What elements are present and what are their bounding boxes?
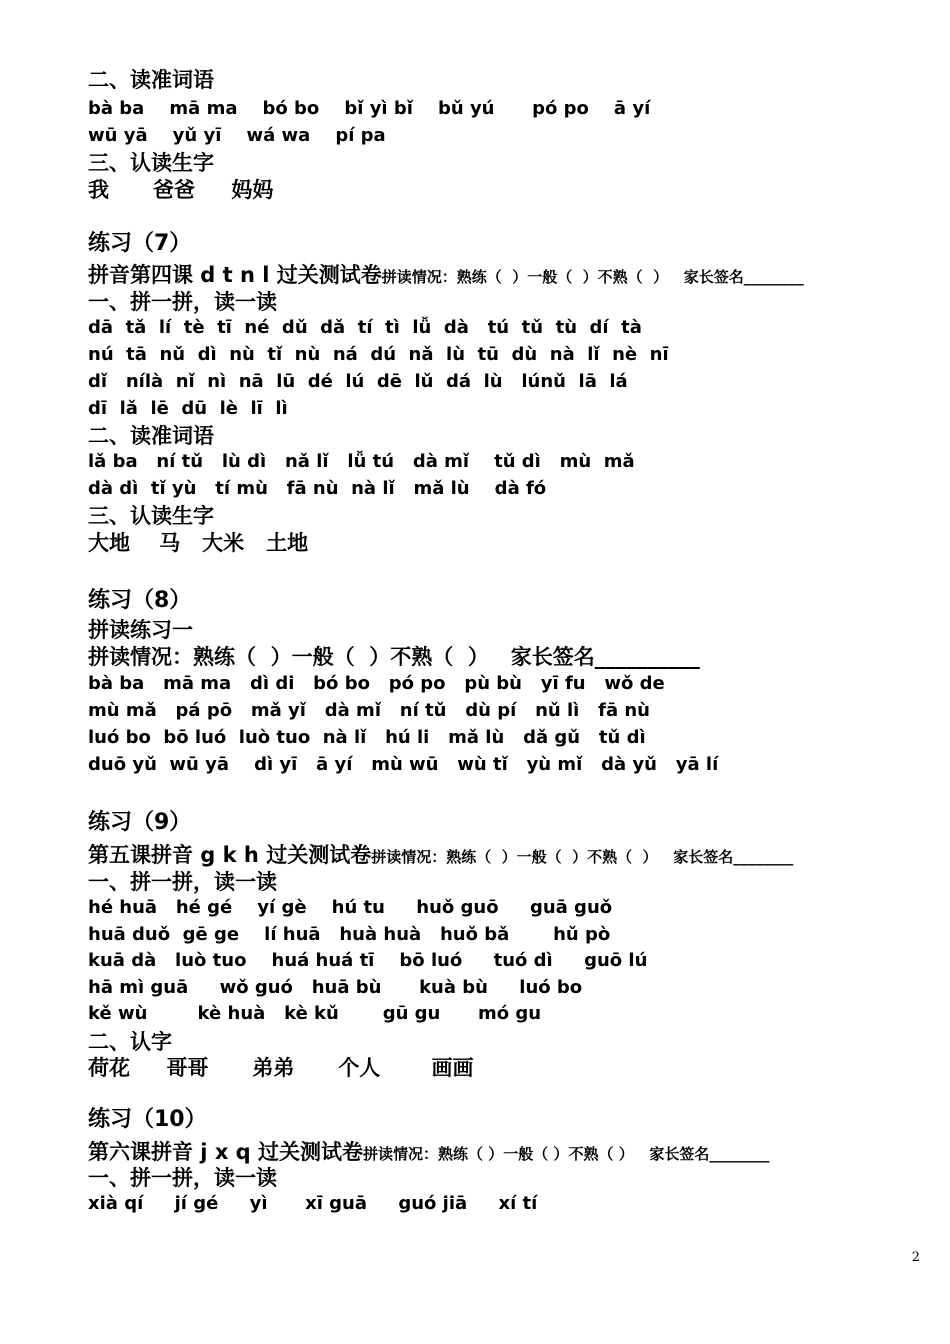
line-text: nú tā nǔ dì nù tǐ nù ná dú nǎ lù tū dù nà lǐ nè nī [88, 344, 669, 365]
section-line [88, 153, 214, 174]
section-line [88, 292, 277, 313]
line-text: 二、读准词语 [88, 424, 214, 448]
pinyin-line [88, 729, 646, 747]
section-line [88, 620, 193, 641]
line-text: mù mǎ pá pō mǎ yǐ dà mǐ ní tǔ dù pí nǔ lì fā nù [88, 700, 650, 721]
line-text: wū yā yǔ yī wá wa pí pa [88, 125, 386, 146]
section-line [88, 506, 214, 527]
line-text: kuā dà luò tuo huá huá tī bō luó tuó dì guō lú [88, 950, 648, 971]
line-text: 二、读准词语 [88, 68, 214, 92]
exercise-title [88, 1109, 207, 1131]
pinyin-line [88, 675, 665, 693]
line-text: kě wù kè huà kè kǔ gū gu mó gu [88, 1003, 542, 1024]
section-line [88, 1142, 769, 1163]
line-text: hā mì guā wǒ guó huā bù kuà bù luó bo [88, 977, 583, 998]
pinyin-line [88, 400, 288, 418]
line-text: 一、拼一拼，读一读 [88, 870, 277, 894]
line-text: xià qí jí gé yì xī guā guó jiā xí tí [88, 1193, 538, 1214]
line-text: 练习（7） [88, 231, 192, 256]
line-text: dǐ nílà nǐ nì nā lū dé lú dē lǔ dá lù lúnǔ lā lá [88, 371, 628, 392]
pinyin-line [88, 756, 718, 774]
section-line [88, 1032, 172, 1053]
line-text: dà dì tǐ yù tí mù fā nù nà lǐ mǎ lù dà fó [88, 478, 547, 499]
pinyin-line [88, 127, 386, 145]
line-text: 三、认读生字 [88, 151, 214, 175]
section-line [88, 180, 273, 201]
pinyin-line [88, 480, 546, 498]
line-text: lǎ ba ní tǔ lù dì nǎ lǐ lǚ tú dà mǐ tǔ dì mù mǎ [88, 451, 635, 472]
line-text: 一、拼一拼，读一读 [88, 290, 277, 314]
line-text: 练习（10） [88, 1107, 207, 1132]
pinyin-line [88, 952, 647, 970]
pinyin-line [88, 1195, 537, 1213]
line-text: luó bo bō luó luò tuo nà lǐ hú li mǎ lù dǎ gǔ tǔ dì [88, 727, 646, 748]
pinyin-line [88, 100, 650, 118]
line-text: 我 爸爸 妈妈 [88, 178, 274, 202]
line-text: 荷花 哥哥 弟弟 个人 画画 [88, 1056, 474, 1080]
section-line [88, 845, 793, 866]
pinyin-line [88, 1005, 541, 1023]
exercise-title [88, 812, 191, 834]
line-text: 大地 马 大米 土地 [88, 531, 309, 555]
reading-status-label: 拼读情况：熟练（ ）一般（ ）不熟（ ） 家长签名________ [381, 268, 804, 286]
line-text: 练习（8） [88, 588, 192, 613]
line-text: hé huā hé gé yí gè hú tu huǒ guō guā guǒ [88, 897, 613, 918]
reading-status-label: 拼读情况：熟练（ ）一般（ ）不熟（ ） 家长签名________ [371, 848, 794, 866]
section-line [88, 70, 214, 91]
line-text: 二、认字 [88, 1030, 172, 1054]
pinyin-line [88, 453, 635, 471]
line-text: 第五课拼音 g k h 过关测试卷 [88, 843, 372, 867]
line-text: bà ba mā ma bó bo bǐ yì bǐ bǔ yú pó po ā yí [88, 98, 651, 119]
section-line [88, 647, 700, 668]
line-text: 第六课拼音 j x q 过关测试卷 [88, 1140, 364, 1164]
line-text: 拼读练习一 [88, 618, 193, 642]
line-text: 拼读情况：熟练（ ）一般（ ）不熟（ ） 家长签名__________ [88, 645, 700, 669]
section-line [88, 265, 804, 286]
line-text: dī lǎ lē dū lè lī lì [88, 398, 288, 419]
pinyin-line [88, 319, 642, 337]
pinyin-line [88, 702, 650, 720]
section-line [88, 1058, 473, 1079]
line-text: bà ba mā ma dì di bó bo pó po pù bù yī fu wǒ de [88, 673, 665, 694]
exercise-title [88, 590, 191, 612]
pinyin-line [88, 979, 582, 997]
section-line [88, 426, 214, 447]
section-line [88, 872, 277, 893]
section-line [88, 1168, 277, 1189]
line-text: 三、认读生字 [88, 504, 214, 528]
line-text: dā tǎ lí tè tī né dǔ dǎ tí tì lǚ dà tú tǔ tù dí tà [88, 317, 642, 338]
section-line [88, 533, 308, 554]
pinyin-line [88, 373, 628, 391]
line-text: 练习（9） [88, 810, 192, 835]
exercise-title [88, 233, 191, 255]
reading-status-label: 拼读情况：熟练（ ）一般（ ）不熟（ ） 家长签名________ [363, 1145, 770, 1163]
line-text: 拼音第四课 d t n l 过关测试卷 [88, 263, 382, 287]
pinyin-line [88, 899, 612, 917]
line-text: duō yǔ wū yā dì yī ā yí mù wū wù tǐ yù mǐ dà yǔ yā lí [88, 754, 719, 775]
pinyin-line [88, 346, 669, 364]
line-text: 一、拼一拼，读一读 [88, 1166, 277, 1190]
line-text: huā duǒ gē ge lí huā huà huà huǒ bǎ hǔ pò [88, 924, 611, 945]
pinyin-line [88, 926, 610, 944]
page-number: 2 [911, 1250, 920, 1265]
